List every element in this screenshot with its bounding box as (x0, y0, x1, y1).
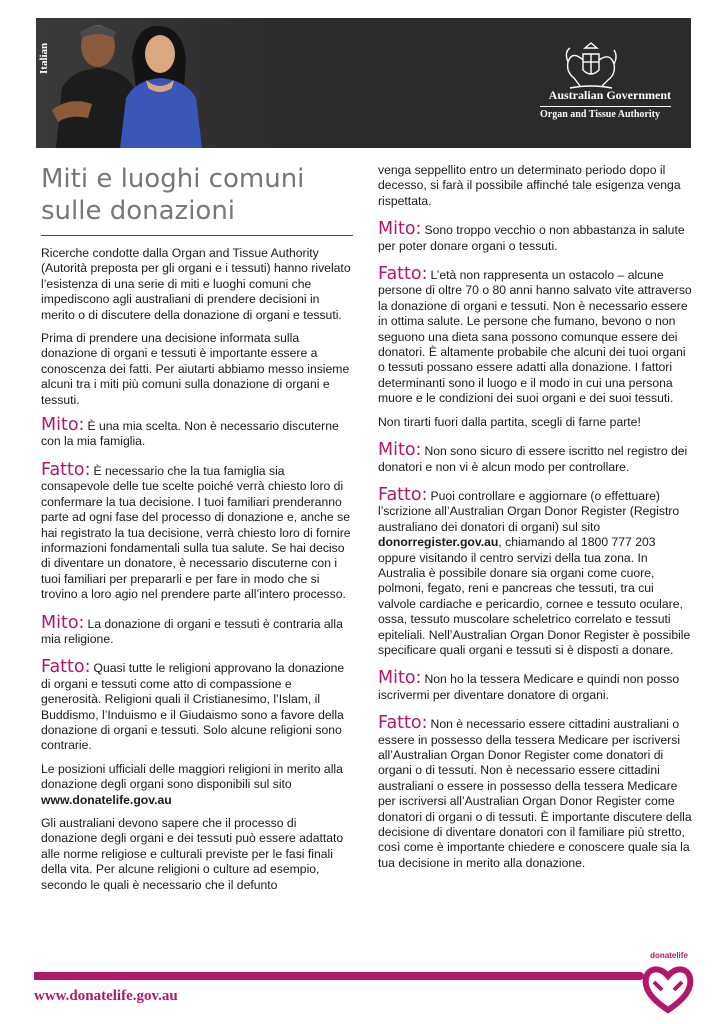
footer-bar (34, 972, 644, 980)
donorregister-link[interactable]: donorregister.gov.au (378, 535, 499, 550)
fact-item (378, 486, 692, 658)
myth-text: La donazione di organi e tessuti è contraria alla mia religione. (41, 616, 343, 646)
coat-of-arms-icon (556, 40, 626, 92)
fact-text-cont: , chiamando al 1800 777 203 oppure visitando il centro servizi della tua zona. In Australia è possibile donare sia organi come cuore, polmoni, fegato, reni e pancreas che tessuti, tra cui valvole cardiache e pericardio, cornee e tessuto oculare, ossa, tessuto muscolare scheletrico correlato e tessuti epiteliali. Nell’Australian Organ Donor Register è possibile specificare quali organi e tessuti si è disposti a donare. (378, 535, 691, 657)
donatelife-heart-icon (640, 960, 696, 1014)
fact-label: Fatto: (41, 657, 91, 678)
title-divider (41, 235, 353, 236)
continued-paragraph: venga seppellito entro un determinato periodo dopo il decesso, si farà il possibile affinché tale esigenza venga rispettata. (378, 163, 681, 208)
agency-title: Organ and Tissue Authority (540, 109, 660, 120)
intro-paragraph-2: Prima di prendere una decisione informata sulla donazione di organi e tessuti è importante essere a conoscenza dei fatti. Per aiutarti abbiamo messo insieme alcuni tra i miti più comuni sulla donazione di organi e tessuti. (41, 331, 350, 407)
myth-label: Mito: (378, 668, 422, 689)
people-photo (36, 18, 296, 148)
header-divider (540, 106, 671, 107)
fact-label: Fatto: (41, 459, 91, 480)
paragraph-text: Le posizioni ufficiali delle maggiori religioni in merito alla donazione degli organi sono disponibili sul sito (41, 761, 343, 792)
myth-item (378, 220, 692, 254)
fact-label: Fatto: (378, 264, 428, 285)
myth-text: Sono troppo vecchio o non abbastanza in salute per poter donare organi o tessuti. (378, 223, 685, 253)
fact-label: Fatto: (378, 484, 428, 505)
fact-label: Fatto: (378, 713, 428, 734)
donatelife-link[interactable]: www.donatelife.gov.au (41, 792, 172, 807)
religion-positions-paragraph (41, 762, 354, 808)
myth-label: Mito: (378, 219, 422, 240)
header-banner (36, 18, 691, 148)
left-column (41, 246, 354, 901)
page-title: Miti e luoghi comuni sulle donazioni (41, 164, 305, 226)
fact-text: Non è necessario essere cittadini australiani o essere in possesso della tessera Medicare per iscriversi all’Australian Organ Donor Register come donatori di organi o di tessuti. Non è necessario essere cittadini australiani o essere in possesso della tessera Medicare per iscriversi all’Australian Organ Donor Register come donatori di organi o di tessuti. È importante discutere della decisione di diventare donatori con il familiare più stretto, così come è importante chiedere e conoscere quale sia la tua decisione in merito alla donazione. (378, 717, 692, 870)
language-label: Italian (38, 42, 50, 74)
fact-text: È necessario che la tua famiglia sia consapevole delle tue scelte poiché verrà chiesto loro di confermare la tua decisione. I tuoi familiari prenderanno parte ad ogni fase del processo di donazione e, anche se hai registrato la tua decisione, verrà chiesto loro di fornire informazioni fondamentali sulla tua salute. Se hai deciso di diventare un donatore, è necessario discuterne con i tuoi familiari per prepararli e per fare in modo che si trovino a loro agio nel prendere parte all’intero processo. (41, 463, 351, 602)
myth-label: Mito: (41, 612, 85, 633)
myth-text: È una mia scelta. Non è necessario discuterne con la mia famiglia. (41, 419, 339, 449)
myth-item (378, 669, 692, 703)
government-title: Australian Government (548, 88, 671, 102)
fact-text: L’età non rappresenta un ostacolo – alcune persone di oltre 70 o 80 anni hanno salvato vite attraverso la donazione di organi e tessuti. Non è necessario essere in ottima salute. Le persone che fumano, bevono o non seguono una dieta sana possono comunque essere dei donatori. È altamente probabile che alcuni dei tuoi organi o tessuti possano essere adatti alla donazione. I fattori determinanti sono il luogo e il modo in cui una persona muore e le condizioni dei suoi organi e dei suoi tessuti. (378, 268, 692, 406)
process-paragraph: Gli australiani devono sapere che il processo di donazione degli organi e dei tessuti può essere adattato alle norme religiose e culturali previste per le fasi finali della vita. Per alcune religioni o culture ad esempio, secondo le quali è necessario che il defunto (41, 816, 344, 892)
fact-item (378, 714, 692, 871)
myth-text: Non sono sicuro di essere iscritto nel registro dei donatori e non vi è alcun modo per controllare. (378, 444, 688, 474)
fact-text: Quasi tutte le religioni approvano la donazione di organi e tessuti come atto di compassione e generosità. Religioni quali il Cristianesimo, l’Islam, il Buddismo, l’Induismo e il Giudaismo sono a favore della donazione di organi e tessuti. Solo alcune religioni sono contrarie. (41, 661, 345, 753)
right-column (378, 163, 692, 879)
fact-text: Puoi controllare e aggiornare (o effettuare) l’scrizione all’Australian Organ Donor Register (Registro australiano dei donatori di organi) sul sito (378, 488, 680, 534)
fact-item (378, 265, 692, 407)
fact-item (41, 658, 354, 753)
fact-item (41, 461, 354, 603)
footer-url-link[interactable]: www.donatelife.gov.au (34, 988, 178, 1004)
myth-label: Mito: (41, 415, 85, 436)
myth-item (41, 614, 354, 648)
myth-text: Non ho la tessera Medicare e quindi non posso iscrivermi per diventare donatore di organi. (378, 672, 680, 702)
myth-item (378, 441, 692, 475)
myth-item (41, 416, 354, 450)
myth-label: Mito: (378, 440, 422, 461)
donatelife-logo-text: donatelife (650, 951, 688, 960)
slogan-paragraph: Non tirarti fuori dalla partita, scegli di farne parte! (378, 414, 641, 429)
intro-paragraph: Ricerche condotte dalla Organ and Tissue Authority (Autorità preposta per gli organi e i tessuti) hanno rivelato l’esistenza di una serie di miti e luoghi comuni che impediscono agli australiani di prendere decisioni in merito o di discutere della donazione di organi e tessuti. (41, 246, 351, 322)
